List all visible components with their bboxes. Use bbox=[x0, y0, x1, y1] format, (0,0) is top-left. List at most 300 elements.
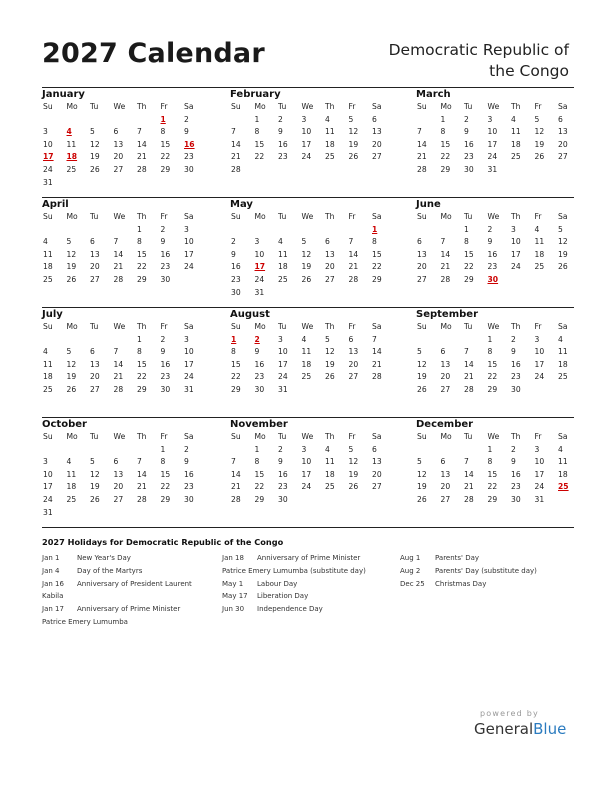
holiday-date: Jan 16 bbox=[42, 579, 64, 588]
day-cell: 23 bbox=[511, 372, 521, 382]
day-cell: 22 bbox=[160, 152, 171, 162]
weekday-label: Su bbox=[417, 432, 427, 441]
day-cell: 11 bbox=[278, 249, 288, 259]
day-cell: 12 bbox=[66, 359, 77, 369]
month-november bbox=[230, 418, 392, 507]
day-cell: 13 bbox=[90, 249, 100, 259]
day-cell: 8 bbox=[464, 237, 469, 247]
holiday-date: May 17 bbox=[222, 592, 248, 601]
day-cell: 2 bbox=[160, 334, 166, 344]
weekday-label: Sa bbox=[372, 432, 382, 441]
day-cell: 20 bbox=[417, 262, 427, 272]
day-cell: 15 bbox=[254, 469, 265, 479]
day-cell: 17 bbox=[278, 359, 288, 369]
month-days-grid bbox=[42, 321, 204, 397]
weekday-label: Fr bbox=[160, 102, 168, 111]
day-cell: 8 bbox=[440, 127, 446, 137]
weekday-label: Fr bbox=[348, 322, 356, 331]
empty-cell bbox=[230, 444, 254, 457]
day-cell: 1 bbox=[137, 224, 142, 234]
day-cell: 10 bbox=[43, 139, 53, 149]
day-cell: 22 bbox=[137, 372, 147, 382]
day-cell: 3 bbox=[534, 444, 540, 454]
day-cell: 7 bbox=[137, 127, 142, 137]
weekday-label: Th bbox=[325, 432, 335, 441]
day-cell: 4 bbox=[534, 224, 540, 234]
holiday-entry bbox=[400, 552, 537, 565]
day-cell: 1 bbox=[254, 114, 260, 124]
weekday-label: Fr bbox=[348, 432, 356, 441]
weekday-label: We bbox=[113, 102, 126, 111]
day-cell: 16 bbox=[160, 249, 171, 259]
day-cell: 5 bbox=[301, 237, 307, 247]
day-cell: 4 bbox=[325, 114, 330, 124]
day-cell: 27 bbox=[90, 384, 100, 394]
month-days-grid bbox=[416, 101, 578, 177]
day-cell: 26 bbox=[90, 494, 100, 504]
day-cell: 7 bbox=[231, 127, 236, 137]
day-cell: 3 bbox=[534, 334, 540, 344]
day-cell: 3 bbox=[301, 444, 307, 454]
day-cell: 21 bbox=[231, 152, 241, 162]
day-cell: 29 bbox=[231, 384, 241, 394]
empty-cell bbox=[230, 224, 254, 237]
day-cell: 10 bbox=[511, 237, 521, 247]
weekday-label: Tu bbox=[278, 102, 287, 111]
day-cell: 6 bbox=[113, 457, 119, 467]
day-cell: 27 bbox=[372, 152, 382, 162]
day-cell: 24 bbox=[184, 262, 194, 272]
day-cell: 23 bbox=[511, 482, 521, 492]
weekday-label: Sa bbox=[558, 432, 568, 441]
weekday-label: Th bbox=[137, 322, 147, 331]
weekday-label: Mo bbox=[254, 102, 266, 111]
month-name: April bbox=[42, 199, 69, 210]
weekday-label: We bbox=[487, 322, 500, 331]
day-cell: 22 bbox=[137, 262, 147, 272]
day-cell: 28 bbox=[137, 164, 147, 174]
day-cell: 23 bbox=[184, 152, 194, 162]
empty-cell bbox=[230, 114, 254, 127]
month-days-grid bbox=[42, 431, 204, 519]
weekday-label: Tu bbox=[278, 212, 287, 221]
holiday-day-cell: 17 bbox=[254, 262, 266, 272]
weekday-label: Mo bbox=[66, 432, 78, 441]
month-february bbox=[230, 88, 392, 177]
day-cell: 3 bbox=[254, 237, 260, 247]
weekday-label: Tu bbox=[90, 102, 99, 111]
day-cell: 19 bbox=[66, 372, 77, 382]
weekday-label: Tu bbox=[464, 212, 473, 221]
day-cell: 20 bbox=[440, 482, 451, 492]
day-cell: 15 bbox=[372, 249, 382, 259]
day-cell: 7 bbox=[417, 127, 422, 137]
day-cell: 30 bbox=[511, 494, 521, 504]
day-cell: 31 bbox=[43, 177, 53, 187]
weekday-label: Mo bbox=[66, 322, 78, 331]
day-cell: 22 bbox=[372, 262, 382, 272]
day-cell: 7 bbox=[113, 347, 119, 357]
day-cell: 14 bbox=[137, 469, 147, 479]
day-cell: 29 bbox=[137, 274, 147, 284]
day-cell: 18 bbox=[558, 469, 568, 479]
day-cell: 28 bbox=[417, 164, 427, 174]
day-cell: 4 bbox=[325, 444, 330, 454]
day-cell: 8 bbox=[137, 347, 142, 357]
day-cell: 7 bbox=[464, 457, 469, 467]
holiday-entry bbox=[222, 603, 366, 616]
holiday-name-continued: Kabila bbox=[42, 592, 64, 601]
empty-cell bbox=[301, 224, 325, 237]
day-cell: 15 bbox=[160, 139, 171, 149]
holidays-title: 2027 Holidays for Democratic Republic of the Congo bbox=[42, 537, 284, 547]
empty-cell bbox=[42, 114, 66, 127]
weekday-label: Su bbox=[43, 102, 53, 111]
day-cell: 1 bbox=[254, 444, 260, 454]
day-cell: 8 bbox=[487, 457, 493, 467]
brand-blue: Blue bbox=[533, 720, 567, 738]
day-cell: 9 bbox=[278, 127, 283, 137]
day-cell: 18 bbox=[301, 359, 312, 369]
day-cell: 18 bbox=[325, 469, 335, 479]
day-cell: 9 bbox=[160, 347, 166, 357]
day-cell: 23 bbox=[254, 372, 265, 382]
holiday-date: Jan 17 bbox=[42, 605, 64, 614]
day-cell: 15 bbox=[487, 359, 498, 369]
weekday-label: Th bbox=[511, 102, 521, 111]
day-cell: 27 bbox=[325, 274, 335, 284]
holiday-entry bbox=[42, 603, 192, 616]
day-cell: 24 bbox=[184, 372, 194, 382]
day-cell: 18 bbox=[325, 139, 335, 149]
day-cell: 16 bbox=[278, 469, 288, 479]
holiday-column bbox=[222, 552, 366, 616]
weekday-label: Su bbox=[43, 432, 53, 441]
day-cell: 28 bbox=[231, 494, 241, 504]
day-cell: 12 bbox=[417, 359, 427, 369]
row-rule bbox=[42, 527, 574, 528]
weekday-label: Th bbox=[137, 102, 147, 111]
empty-cell bbox=[440, 334, 464, 347]
holiday-day-cell: 1 bbox=[231, 334, 237, 344]
weekday-label: We bbox=[301, 432, 314, 441]
day-cell: 7 bbox=[113, 237, 119, 247]
weekday-label: Fr bbox=[160, 432, 168, 441]
day-cell: 13 bbox=[440, 359, 451, 369]
day-cell: 29 bbox=[137, 384, 147, 394]
day-cell: 22 bbox=[254, 152, 265, 162]
day-cell: 7 bbox=[440, 237, 446, 247]
day-cell: 5 bbox=[325, 334, 330, 344]
day-cell: 24 bbox=[43, 164, 53, 174]
month-name: December bbox=[416, 419, 474, 430]
day-cell: 31 bbox=[254, 287, 265, 297]
month-name: March bbox=[416, 89, 451, 100]
day-cell: 20 bbox=[348, 359, 359, 369]
day-cell: 9 bbox=[511, 457, 516, 467]
holiday-day-cell: 18 bbox=[66, 152, 78, 162]
holiday-day-cell: 30 bbox=[487, 274, 499, 284]
empty-cell bbox=[324, 224, 348, 237]
day-cell: 8 bbox=[160, 457, 166, 467]
day-cell: 16 bbox=[231, 262, 241, 272]
day-cell: 8 bbox=[372, 237, 377, 247]
day-cell: 18 bbox=[511, 139, 521, 149]
day-cell: 2 bbox=[160, 224, 166, 234]
day-cell: 25 bbox=[558, 372, 568, 382]
day-cell: 18 bbox=[278, 262, 288, 272]
day-cell: 29 bbox=[372, 274, 382, 284]
weekday-label: Su bbox=[43, 212, 53, 221]
weekday-label: Tu bbox=[278, 322, 287, 331]
holiday-entry bbox=[222, 552, 366, 565]
generalblue-logo[interactable] bbox=[474, 720, 566, 738]
day-cell: 3 bbox=[301, 114, 307, 124]
empty-cell bbox=[136, 444, 160, 457]
weekday-label: Sa bbox=[184, 322, 194, 331]
day-cell: 23 bbox=[464, 152, 474, 162]
day-cell: 31 bbox=[534, 494, 545, 504]
day-cell: 10 bbox=[301, 127, 312, 137]
weekday-label: We bbox=[113, 432, 126, 441]
day-cell: 15 bbox=[464, 249, 474, 259]
day-cell: 30 bbox=[278, 494, 288, 504]
holiday-name: Independence Day bbox=[257, 605, 323, 614]
weekday-label: Tu bbox=[90, 322, 99, 331]
day-cell: 13 bbox=[325, 249, 335, 259]
day-cell: 26 bbox=[348, 482, 359, 492]
holiday-day-cell: 25 bbox=[558, 482, 569, 492]
holiday-date: Aug 1 bbox=[400, 554, 421, 562]
day-cell: 30 bbox=[160, 384, 171, 394]
day-cell: 22 bbox=[464, 262, 474, 272]
day-cell: 2 bbox=[278, 114, 283, 124]
day-cell: 4 bbox=[278, 237, 283, 247]
day-cell: 25 bbox=[325, 482, 335, 492]
day-cell: 14 bbox=[440, 249, 451, 259]
day-cell: 15 bbox=[231, 359, 241, 369]
day-cell: 24 bbox=[278, 372, 288, 382]
weekday-label: Sa bbox=[372, 322, 382, 331]
day-cell: 14 bbox=[372, 347, 382, 357]
day-cell: 14 bbox=[417, 139, 427, 149]
day-cell: 9 bbox=[511, 347, 516, 357]
weekday-label: Su bbox=[43, 322, 53, 331]
weekday-label: Fr bbox=[534, 322, 542, 331]
day-cell: 16 bbox=[511, 359, 521, 369]
holiday-day-cell: 1 bbox=[372, 224, 378, 234]
day-cell: 26 bbox=[325, 372, 335, 382]
day-cell: 22 bbox=[254, 482, 265, 492]
month-days-grid bbox=[416, 211, 578, 287]
day-cell: 13 bbox=[90, 359, 100, 369]
day-cell: 29 bbox=[254, 494, 265, 504]
day-cell: 26 bbox=[417, 384, 427, 394]
day-cell: 22 bbox=[440, 152, 451, 162]
day-cell: 25 bbox=[325, 152, 335, 162]
day-cell: 28 bbox=[113, 384, 124, 394]
empty-cell bbox=[113, 334, 137, 347]
day-cell: 6 bbox=[113, 127, 119, 137]
day-cell: 26 bbox=[66, 274, 77, 284]
day-cell: 5 bbox=[417, 457, 422, 467]
day-cell: 2 bbox=[184, 114, 189, 124]
weekday-label: Mo bbox=[66, 102, 78, 111]
day-cell: 19 bbox=[558, 249, 568, 259]
day-cell: 12 bbox=[348, 457, 359, 467]
month-march bbox=[416, 88, 578, 177]
day-cell: 24 bbox=[254, 274, 265, 284]
weekday-label: We bbox=[113, 212, 126, 221]
day-cell: 16 bbox=[464, 139, 474, 149]
day-cell: 10 bbox=[184, 347, 194, 357]
weekday-label: Tu bbox=[464, 102, 473, 111]
holiday-name: Liberation Day bbox=[257, 592, 309, 601]
day-cell: 4 bbox=[43, 347, 48, 357]
day-cell: 3 bbox=[511, 224, 516, 234]
day-cell: 28 bbox=[348, 274, 359, 284]
holiday-name-continued: Patrice Emery Lumumba bbox=[42, 617, 128, 626]
weekday-label: We bbox=[301, 102, 314, 111]
weekday-label: Sa bbox=[184, 432, 194, 441]
day-cell: 22 bbox=[487, 372, 498, 382]
month-days-grid bbox=[42, 211, 204, 287]
holiday-name: Anniversary of Prime Minister bbox=[257, 554, 361, 562]
day-cell: 6 bbox=[372, 444, 377, 454]
weekday-label: Su bbox=[231, 102, 241, 111]
weekday-label: Sa bbox=[372, 102, 382, 111]
day-cell: 10 bbox=[487, 127, 498, 137]
day-cell: 5 bbox=[348, 444, 354, 454]
day-cell: 12 bbox=[348, 127, 359, 137]
day-cell: 29 bbox=[487, 384, 498, 394]
day-cell: 3 bbox=[184, 224, 189, 234]
day-cell: 12 bbox=[301, 249, 312, 259]
day-cell: 14 bbox=[348, 249, 359, 259]
month-days-grid bbox=[42, 101, 204, 189]
day-cell: 6 bbox=[90, 347, 95, 357]
day-cell: 25 bbox=[43, 274, 53, 284]
day-cell: 25 bbox=[278, 274, 288, 284]
day-cell: 5 bbox=[348, 114, 354, 124]
holiday-entry bbox=[222, 578, 366, 591]
weekday-label: We bbox=[113, 322, 126, 331]
day-cell: 7 bbox=[372, 334, 377, 344]
day-cell: 23 bbox=[487, 262, 498, 272]
day-cell: 8 bbox=[231, 347, 236, 357]
weekday-label: Mo bbox=[440, 212, 452, 221]
day-cell: 27 bbox=[113, 494, 124, 504]
weekday-label: We bbox=[487, 102, 500, 111]
empty-cell bbox=[89, 444, 113, 457]
day-cell: 4 bbox=[301, 334, 307, 344]
day-cell: 21 bbox=[231, 482, 241, 492]
holiday-entry bbox=[42, 578, 192, 591]
month-days-grid bbox=[416, 431, 578, 507]
day-cell: 24 bbox=[534, 482, 545, 492]
day-cell: 2 bbox=[487, 224, 493, 234]
empty-cell bbox=[42, 224, 66, 237]
day-cell: 8 bbox=[160, 127, 166, 137]
day-cell: 18 bbox=[534, 249, 545, 259]
month-october bbox=[42, 418, 204, 519]
weekday-label: Mo bbox=[254, 432, 266, 441]
day-cell: 19 bbox=[301, 262, 312, 272]
empty-cell bbox=[463, 444, 487, 457]
day-cell: 29 bbox=[160, 494, 171, 504]
day-cell: 8 bbox=[487, 347, 493, 357]
day-cell: 12 bbox=[90, 139, 100, 149]
day-cell: 20 bbox=[325, 262, 335, 272]
day-cell: 19 bbox=[90, 152, 100, 162]
day-cell: 22 bbox=[487, 482, 498, 492]
day-cell: 10 bbox=[534, 457, 545, 467]
weekday-label: Su bbox=[417, 322, 427, 331]
day-cell: 6 bbox=[440, 457, 446, 467]
month-days-grid bbox=[230, 101, 392, 177]
day-cell: 12 bbox=[66, 249, 77, 259]
day-cell: 16 bbox=[278, 139, 288, 149]
month-name: August bbox=[230, 309, 270, 320]
empty-cell bbox=[89, 114, 113, 127]
weekday-label: Th bbox=[511, 212, 521, 221]
day-cell: 5 bbox=[90, 127, 95, 137]
day-cell: 27 bbox=[90, 274, 100, 284]
day-cell: 29 bbox=[464, 274, 474, 284]
day-cell: 26 bbox=[558, 262, 568, 272]
weekday-label: Su bbox=[417, 212, 427, 221]
month-name: February bbox=[230, 89, 281, 100]
day-cell: 5 bbox=[534, 114, 540, 124]
day-cell: 9 bbox=[184, 457, 189, 467]
day-cell: 13 bbox=[348, 347, 359, 357]
weekday-label: Tu bbox=[90, 212, 99, 221]
day-cell: 9 bbox=[184, 127, 189, 137]
holiday-name: Christmas Day bbox=[435, 579, 487, 588]
day-cell: 11 bbox=[301, 347, 312, 357]
day-cell: 11 bbox=[325, 127, 335, 137]
day-cell: 7 bbox=[464, 347, 469, 357]
empty-cell bbox=[254, 224, 278, 237]
empty-cell bbox=[89, 224, 113, 237]
day-cell: 6 bbox=[558, 114, 563, 124]
month-name: June bbox=[416, 199, 441, 210]
country-line-2: the Congo bbox=[489, 62, 569, 80]
day-cell: 19 bbox=[348, 469, 359, 479]
powered-by-label: powered by bbox=[480, 709, 539, 718]
weekday-label: Tu bbox=[278, 432, 287, 441]
day-cell: 20 bbox=[113, 152, 124, 162]
day-cell: 19 bbox=[325, 359, 335, 369]
empty-cell bbox=[416, 334, 440, 347]
month-july bbox=[42, 308, 204, 397]
weekday-label: Mo bbox=[440, 102, 452, 111]
day-cell: 30 bbox=[511, 384, 521, 394]
day-cell: 28 bbox=[113, 274, 124, 284]
weekday-label: Th bbox=[137, 212, 147, 221]
weekday-label: Fr bbox=[534, 102, 542, 111]
day-cell: 12 bbox=[534, 127, 545, 137]
day-cell: 24 bbox=[511, 262, 521, 272]
weekday-label: Mo bbox=[440, 432, 452, 441]
day-cell: 15 bbox=[487, 469, 498, 479]
day-cell: 21 bbox=[348, 262, 359, 272]
month-name: January bbox=[42, 89, 85, 100]
day-cell: 2 bbox=[464, 114, 469, 124]
day-cell: 3 bbox=[184, 334, 189, 344]
empty-cell bbox=[113, 224, 137, 237]
day-cell: 25 bbox=[43, 384, 53, 394]
